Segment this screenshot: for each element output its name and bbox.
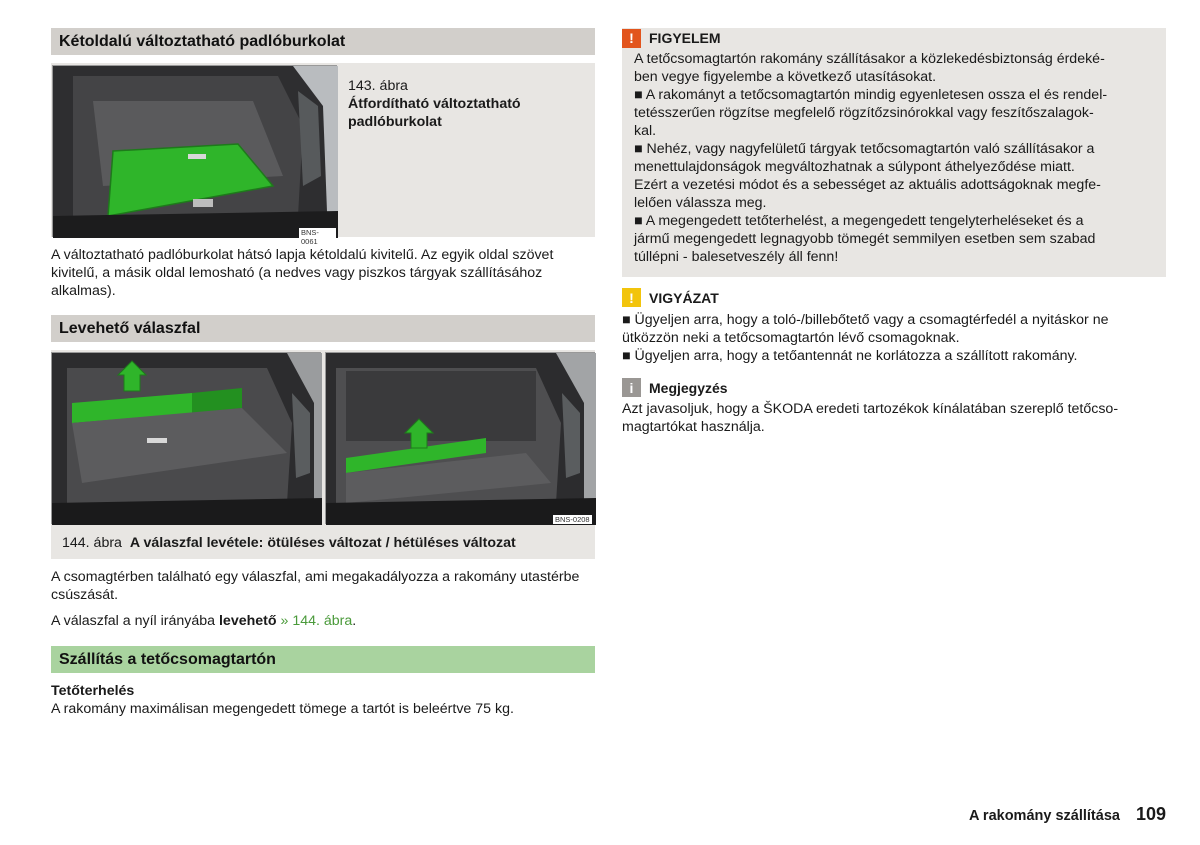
paragraph-roof-load: A rakomány maximálisan megengedett tömege a tartót is beleértve 75 kg. bbox=[51, 701, 514, 717]
trunk-floor-illustration bbox=[53, 66, 338, 238]
warning-line: menettulajdonságok megváltozhatnak a súlypont áthelyeződése miatt. bbox=[634, 159, 1075, 175]
caution-line: ■ Ügyeljen arra, hogy a toló-/billebőtető vagy a csomagtérfedél a nyitáskor ne bbox=[622, 312, 1109, 328]
caution-line: ■ Ügyeljen arra, hogy a tetőantennát ne korlátozza a szállított rakomány. bbox=[622, 348, 1078, 364]
page-footer bbox=[969, 805, 1166, 825]
partition-7-seat-illustration bbox=[326, 353, 596, 525]
note-line: magtartókat használja. bbox=[622, 419, 765, 435]
warning-line: jármű megengedett legnagyobb tömegét semmilyen esetben sem szabad bbox=[634, 231, 1096, 247]
figure-code: BNS-0061 bbox=[299, 228, 336, 246]
warning-icon: ! bbox=[622, 29, 641, 48]
figure-number: 144. ábra bbox=[62, 535, 122, 551]
warning-line: ■ A megengedett tetőterhelést, a megengedett tengelyterheléseket és a bbox=[634, 213, 1084, 229]
figure-143-caption bbox=[348, 77, 578, 131]
note-title: Megjegyzés bbox=[649, 379, 728, 396]
figure-144-link[interactable]: » 144. ábra bbox=[280, 613, 353, 629]
section-title-roof-rack: Szállítás a tetőcsomagtartón bbox=[51, 646, 595, 673]
figure-143-photo bbox=[52, 65, 337, 246]
warning-line: ben vegye figyelembe a következő utasításokat. bbox=[634, 69, 937, 85]
caution-title: VIGYÁZAT bbox=[649, 289, 719, 306]
warning-title: FIGYELEM bbox=[649, 30, 721, 46]
warning-line: tetésszerűen rögzítse megfelelő rögzítőzsinórokkal vagy feszítőszalagok- bbox=[634, 105, 1094, 121]
page-number: 109 bbox=[1135, 804, 1166, 824]
section-title-removable-partition: Levehető válaszfal bbox=[51, 315, 595, 342]
warning-body bbox=[634, 50, 1159, 266]
caution-line: ütközzön neki a tetőcsomagtartón lévő csomagoknak. bbox=[622, 330, 960, 346]
note-line: Azt javasoljuk, hogy a ŠKODA eredeti tartozékok kínálatában szereplő tetőcso- bbox=[622, 401, 1119, 417]
info-icon: i bbox=[622, 378, 641, 397]
warning-line: túllépni - balesetveszély áll fenn! bbox=[634, 249, 839, 265]
caution-header bbox=[622, 288, 719, 307]
figure-144-box bbox=[51, 350, 595, 559]
caution-icon: ! bbox=[622, 288, 641, 307]
section-title-reversible-floor: Kétoldalú változtatható padlóburkolat bbox=[51, 28, 595, 55]
subheading-roof-load: Tetőterhelés bbox=[51, 683, 135, 699]
chapter-title: A rakomány szállítása bbox=[968, 808, 1120, 824]
warning-line: ■ A rakományt a tetőcsomagtartón mindig egyenletesen ossza el és rendel- bbox=[634, 87, 1108, 103]
warning-line: A tetőcsomagtartón rakomány szállításakor a közlekedésbiztonság érdeké- bbox=[634, 51, 1105, 67]
figure-143-box bbox=[51, 63, 595, 246]
paragraph-partition-description: A csomagtérben található egy válaszfal, ami megakadályozza a rakomány utastérbe csúszását. bbox=[51, 569, 580, 603]
warning-line: ■ Nehéz, vagy nagyfelületű tárgyak tetőcsomagtartón való szállításakor a bbox=[634, 141, 1095, 157]
paragraph-floor-description: A változtatható padlóburkolat hátsó lapja kétoldalú kivitelű. Az egyik oldal szövet kivitelű, a másik oldal lemosható (a nedves vagy piszkos tárgyak szállításához alkalmas). bbox=[51, 247, 554, 299]
warning-box bbox=[622, 28, 1166, 277]
figure-144-photo-5-seat bbox=[51, 352, 321, 524]
figure-number: 143. ábra bbox=[348, 78, 408, 94]
figure-code: BNS-0208 bbox=[555, 515, 590, 524]
paragraph-partition-removal: A válaszfal a nyíl irányába levehető » 144. ábra. bbox=[51, 613, 357, 629]
partition-5-seat-illustration bbox=[52, 353, 322, 525]
warning-line: kal. bbox=[634, 123, 657, 139]
figure-title: Átfordítható változtatható padlóburkolat bbox=[348, 96, 521, 130]
figure-144-photo-7-seat bbox=[325, 352, 595, 524]
caution-body bbox=[622, 311, 1170, 365]
figure-title: A válaszfal levétele: ötüléses változat / hétüléses változat bbox=[129, 535, 516, 551]
figure-144-caption bbox=[62, 534, 587, 552]
warning-line: Ezért a vezetési módot és a sebességet az aktuális adottságoknak megfe- bbox=[634, 177, 1101, 193]
warning-header bbox=[622, 28, 721, 48]
note-body bbox=[622, 400, 1170, 436]
note-header bbox=[622, 378, 728, 397]
warning-line: lelően válassza meg. bbox=[634, 195, 767, 211]
